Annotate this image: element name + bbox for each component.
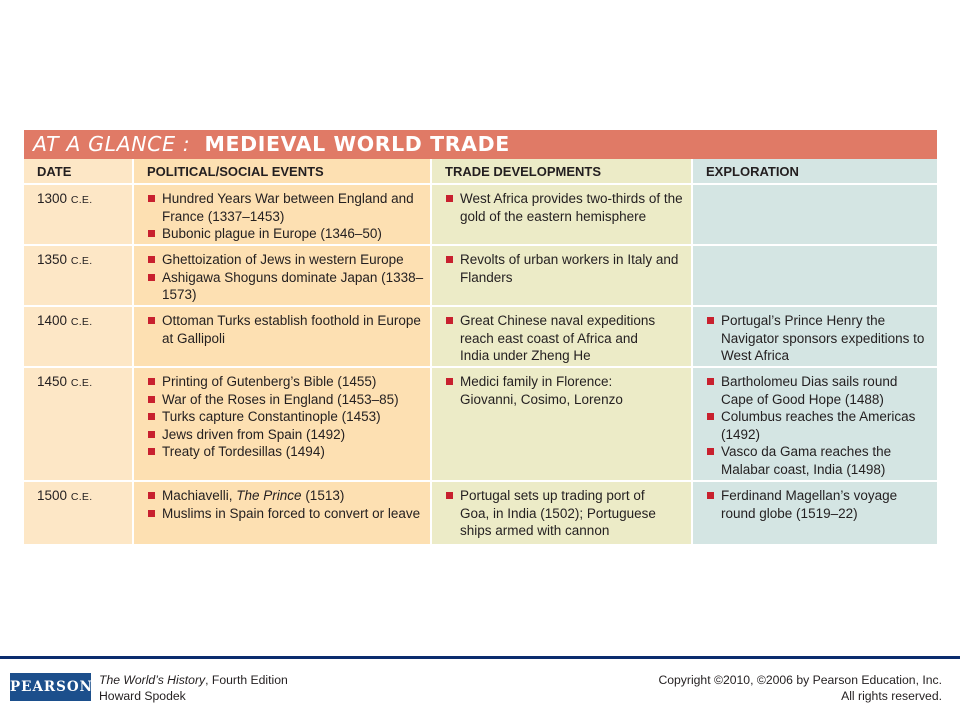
exploration-item: Bartholomeu Dias sails round Cape of Good Hope (1488) [705,373,933,408]
event-item: Ashigawa Shoguns dominate Japan (1338–1573) [146,269,426,304]
title-main: MEDIEVAL WORLD TRADE [204,132,510,156]
book-title: The Prince [236,488,302,503]
trade-item: Revolts of urban workers in Italy and Flanders [444,251,692,286]
row-year: 1300 [37,191,68,206]
exploration-cell [705,373,933,478]
event-text: (1513) [301,488,345,503]
footer-author: Howard Spodek [99,688,186,703]
political-cell [146,487,426,522]
event-item: Jews driven from Spain (1492) [146,426,426,444]
row-era: C.E. [70,255,93,267]
trade-cell [444,373,659,408]
footer-rights-line: All rights reserved. [841,688,942,703]
row-year: 1500 [37,488,68,503]
political-cell [146,312,426,347]
exploration-cell [705,487,933,522]
footer-rule [0,656,960,659]
event-item [146,487,426,505]
row-year: 1450 [37,374,68,389]
trade-cell [444,487,659,540]
trade-item: West Africa provides two-thirds of the gold of the eastern hemisphere [444,190,692,225]
event-item: Hundred Years War between England and France (1337–1453) [146,190,426,225]
table-title [24,130,937,159]
row-era: C.E. [70,491,93,503]
exploration-item: Columbus reaches the Americas (1492) [705,408,933,443]
row-date [24,251,92,271]
exploration-item: Ferdinand Magellan’s voyage round globe (1519–22) [705,487,933,522]
row-date [24,487,92,507]
row-divider [24,480,937,482]
trade-cell [444,251,692,286]
row-divider [24,366,937,368]
header-trade: TRADE DEVELOPMENTS [445,164,602,179]
row-date [24,190,92,210]
political-cell [146,190,426,243]
footer-book-title: The World’s History [99,673,206,687]
political-cell [146,251,426,304]
row-date [24,373,92,393]
event-item: Turks capture Constantinople (1453) [146,408,426,426]
footer-title-line [99,673,288,689]
footer-copyright [658,673,942,704]
political-cell [146,373,426,461]
exploration-item: Vasco da Gama reaches the Malabar coast, India (1498) [705,443,933,478]
event-item: Bubonic plague in Europe (1346–50) [146,225,426,243]
exploration-item: Portugal’s Prince Henry the Navigator sponsors expeditions to West Africa [705,312,933,365]
title-lead: AT A GLANCE : [33,132,191,156]
trade-cell [444,312,659,365]
trade-item: Medici family in Florence: Giovanni, Cosimo, Lorenzo [444,373,659,408]
footer-copyright-line: Copyright ©2010, ©2006 by Pearson Education, Inc. [658,673,942,687]
event-item: Ghettoization of Jews in western Europe [146,251,426,269]
event-item: Ottoman Turks establish foothold in Europe at Gallipoli [146,312,426,347]
row-year: 1400 [37,313,68,328]
trade-cell [444,190,692,225]
event-item: Treaty of Tordesillas (1494) [146,443,426,461]
row-era: C.E. [70,377,93,389]
event-text: Machiavelli, [162,488,237,503]
row-era: C.E. [70,194,93,206]
header-date: DATE [37,164,72,179]
row-era: C.E. [70,316,93,328]
header-political: POLITICAL/SOCIAL EVENTS [147,164,324,179]
footer-book-info [99,673,288,704]
row-divider [24,305,937,307]
trade-item: Portugal sets up trading port of Goa, in India (1502); Portuguese ships armed with cannon [444,487,659,540]
header-exploration: EXPLORATION [706,164,799,179]
exploration-cell [705,312,933,365]
event-item: Muslims in Spain forced to convert or leave [146,505,426,523]
row-divider [24,183,937,185]
footer-edition: , Fourth Edition [205,673,288,687]
row-year: 1350 [37,252,68,267]
event-item: Printing of Gutenberg’s Bible (1455) [146,373,426,391]
event-item: War of the Roses in England (1453–85) [146,391,426,409]
row-divider [24,244,937,246]
row-date [24,312,92,332]
pearson-logo: PEARSON [10,673,91,701]
at-a-glance-table [24,130,937,544]
trade-item: Great Chinese naval expeditions reach east coast of Africa and India under Zheng He [444,312,659,365]
